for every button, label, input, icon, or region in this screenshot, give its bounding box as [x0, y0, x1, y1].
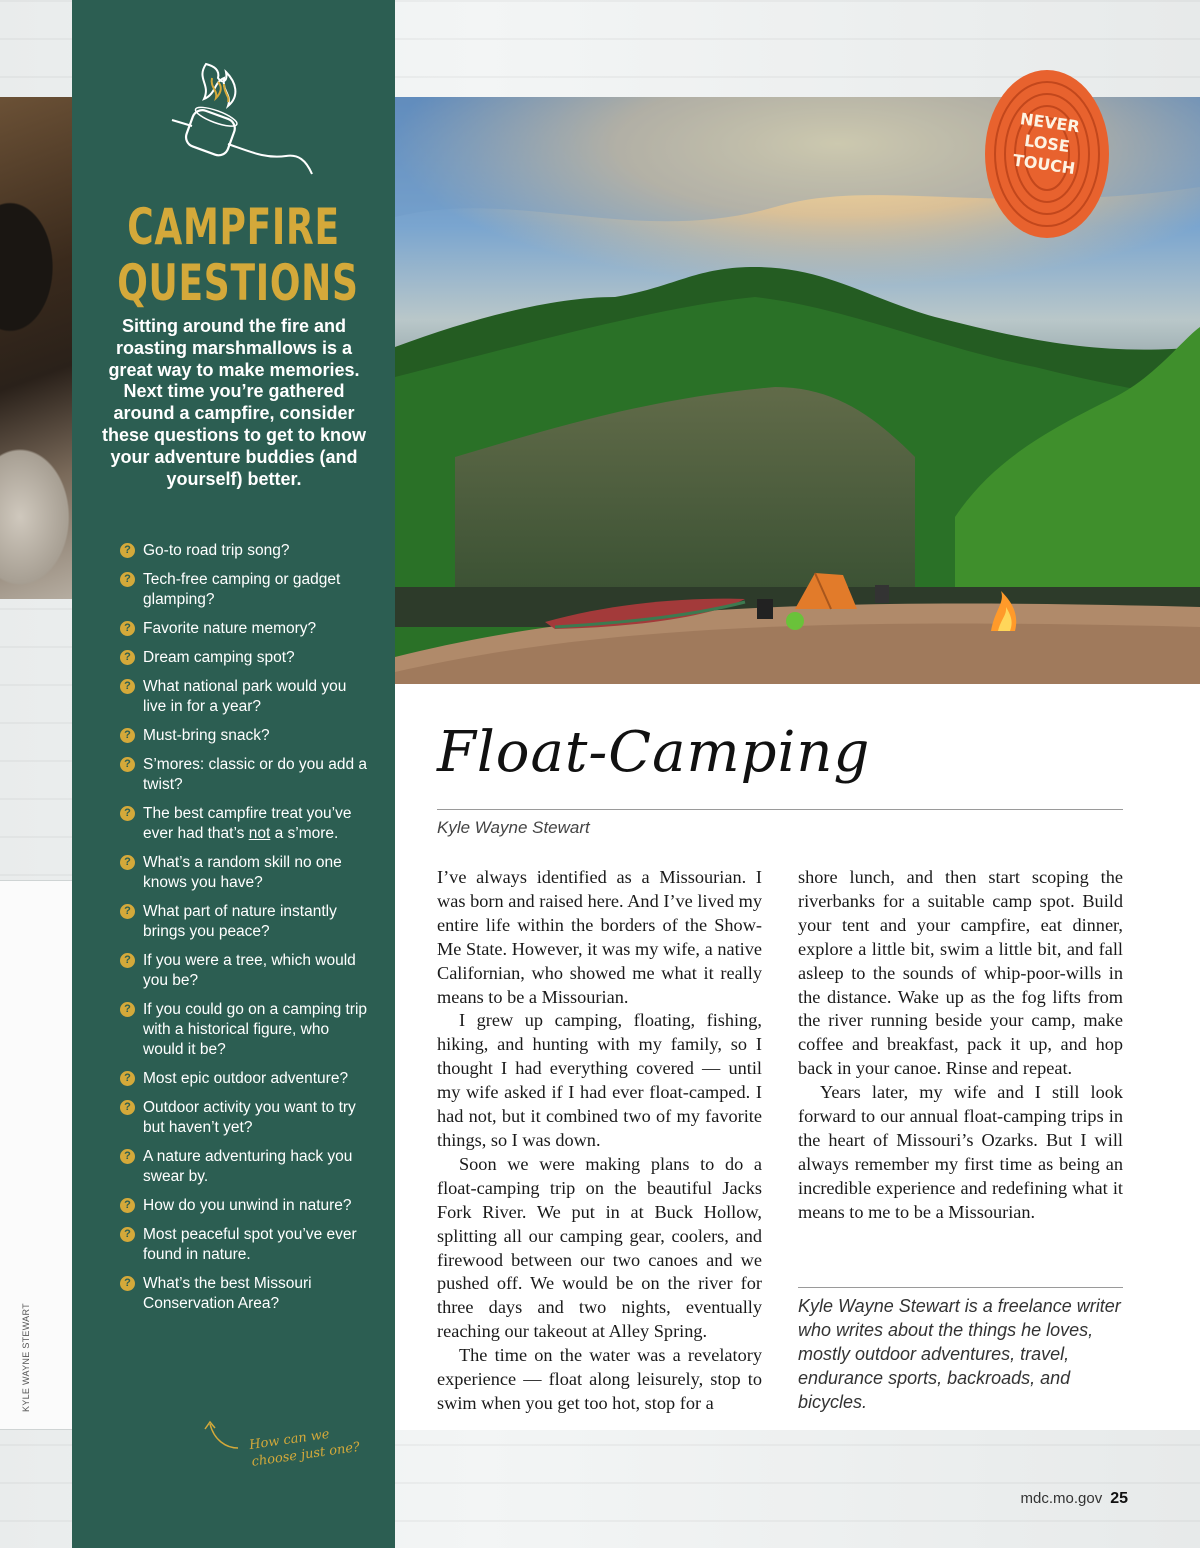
question-circle-icon: ? — [120, 953, 135, 968]
page-footer — [1021, 1490, 1129, 1508]
curved-arrow-icon — [202, 1418, 242, 1452]
left-white-panel — [0, 880, 72, 1430]
question-circle-icon: ? — [120, 1149, 135, 1164]
marshmallow-stick-icon — [166, 44, 316, 184]
article-column-2 — [798, 866, 1123, 1225]
paragraph: Years later, my wife and I still look forward to our annual float-camping trips in the heart of Missouri’s Ozarks. But I will always remember my first time as being an incredible experience and redefining what it means to me to be a Missourian. — [798, 1082, 1123, 1222]
question-item: ? Go-to road trip song? — [120, 541, 370, 561]
question-circle-icon: ? — [120, 1002, 135, 1017]
question-item: ? S’mores: classic or do you add a twist? — [120, 755, 370, 795]
article-headline: Float-Camping — [437, 720, 871, 785]
question-circle-icon: ? — [120, 1198, 135, 1213]
author-bio: Kyle Wayne Stewart is a freelance writer who writes about the things he loves, mostly outdoor adventures, travel, endurance sports, backroads, and bicycles. — [798, 1296, 1121, 1412]
sidebar-intro: Sitting around the fire and roasting marshmallows is a great way to make memories. Next time you’re gathered around a campfire, consider these questions to get to know your adventure buddies (and yourself) better. — [101, 316, 366, 489]
question-circle-icon: ? — [120, 1227, 135, 1242]
question-circle-icon: ? — [120, 1276, 135, 1291]
question-item: ? What’s the best Missouri Conservation Area? — [120, 1274, 370, 1314]
campfire-questions-sidebar — [72, 0, 395, 1548]
question-circle-icon: ? — [120, 543, 135, 558]
question-item: ? If you could go on a camping trip with a historical figure, who would it be? — [120, 1000, 370, 1060]
question-circle-icon: ? — [120, 572, 135, 587]
question-circle-icon: ? — [120, 650, 135, 665]
article-column-1 — [437, 866, 762, 1416]
question-item: ? Must-bring snack? — [120, 726, 370, 746]
question-circle-icon: ? — [120, 757, 135, 772]
question-item: ? Favorite nature memory? — [120, 619, 370, 639]
question-circle-icon: ? — [120, 679, 135, 694]
question-item: ? What national park would you live in for a year? — [120, 677, 370, 717]
question-circle-icon: ? — [120, 1071, 135, 1086]
stamp-text: NEVER LOSE TOUCH — [1011, 109, 1081, 179]
question-item: ? The best campfire treat you’ve ever had that’s not a s’more. — [120, 804, 370, 844]
paragraph: Soon we were making plans to do a float-camping trip on the beautiful Jacks Fork River. We put in at Buck Hollow, splitting all our camping gear, coolers, and firewood between our two canoes and we pushed off. We would be on the river for three days and two nights, eventually reaching our takeout at Alley Spring. — [437, 1153, 762, 1342]
question-circle-icon: ? — [120, 728, 135, 743]
question-item: ? How do you unwind in nature? — [120, 1196, 370, 1216]
question-list — [120, 541, 370, 1323]
paragraph: I grew up camping, floating, fishing, hiking, and hunting with my family, so I thought I had everything covered — until my wife asked if I had ever float-camped. I had not, but it combined two of my favorite things, so I was down. — [437, 1010, 762, 1150]
question-item: ? Tech-free camping or gadget glamping? — [120, 570, 370, 610]
question-item: ? What’s a random skill no one knows you have? — [120, 853, 370, 893]
question-item: ? A nature adventuring hack you swear by. — [120, 1147, 370, 1187]
question-item: ? What part of nature instantly brings you peace? — [120, 902, 370, 942]
paragraph: I’ve always identified as a Missourian. I was born and raised here. And I’ve lived my entire life within the borders of the Show-Me State. However, it was my wife, a native Californian, who showed me what it really means to be a Missourian. — [437, 867, 762, 1007]
site-url: mdc.mo.gov — [1020, 1490, 1103, 1507]
handwritten-note: How can we choose just one? — [248, 1426, 361, 1470]
question-circle-icon: ? — [120, 621, 135, 636]
article-byline: Kyle Wayne Stewart — [437, 818, 590, 837]
paragraph: The time on the water was a revelatory experience — float along leisurely, stop to swim when you get too hot, stop for a — [437, 1345, 762, 1413]
page-number: 25 — [1110, 1490, 1128, 1507]
sidebar-title-line1: CAMPFIRE — [127, 198, 340, 256]
question-item: ? Dream camping spot? — [120, 648, 370, 668]
question-circle-icon: ? — [120, 806, 135, 821]
headline-rule — [437, 809, 1123, 810]
photo-credit: KYLE WAYNE STEWART — [21, 1303, 31, 1412]
question-circle-icon: ? — [120, 855, 135, 870]
bio-rule — [798, 1287, 1123, 1288]
question-circle-icon: ? — [120, 1100, 135, 1115]
sidebar-title-line2: QUESTIONS — [117, 254, 359, 312]
question-circle-icon: ? — [120, 904, 135, 919]
question-item: ? Most epic outdoor adventure? — [120, 1069, 370, 1089]
paragraph: shore lunch, and then start scoping the riverbanks for a suitable camp spot. Build your tent and your campfire, eat dinner, explore a little bit, swim a little bit, and fall asleep to the sounds of whip-poor-wills in the distance. Wake up as the fog lifts from the river running beside your camp, make coffee and breakfast, pack it up, and hop back in your canoe. Rinse and repeat. — [798, 867, 1123, 1079]
question-item: ? Most peaceful spot you’ve ever found in nature. — [120, 1225, 370, 1265]
question-item: ? If you were a tree, which would you be? — [120, 951, 370, 991]
question-item: ? Outdoor activity you want to try but haven’t yet? — [120, 1098, 370, 1138]
